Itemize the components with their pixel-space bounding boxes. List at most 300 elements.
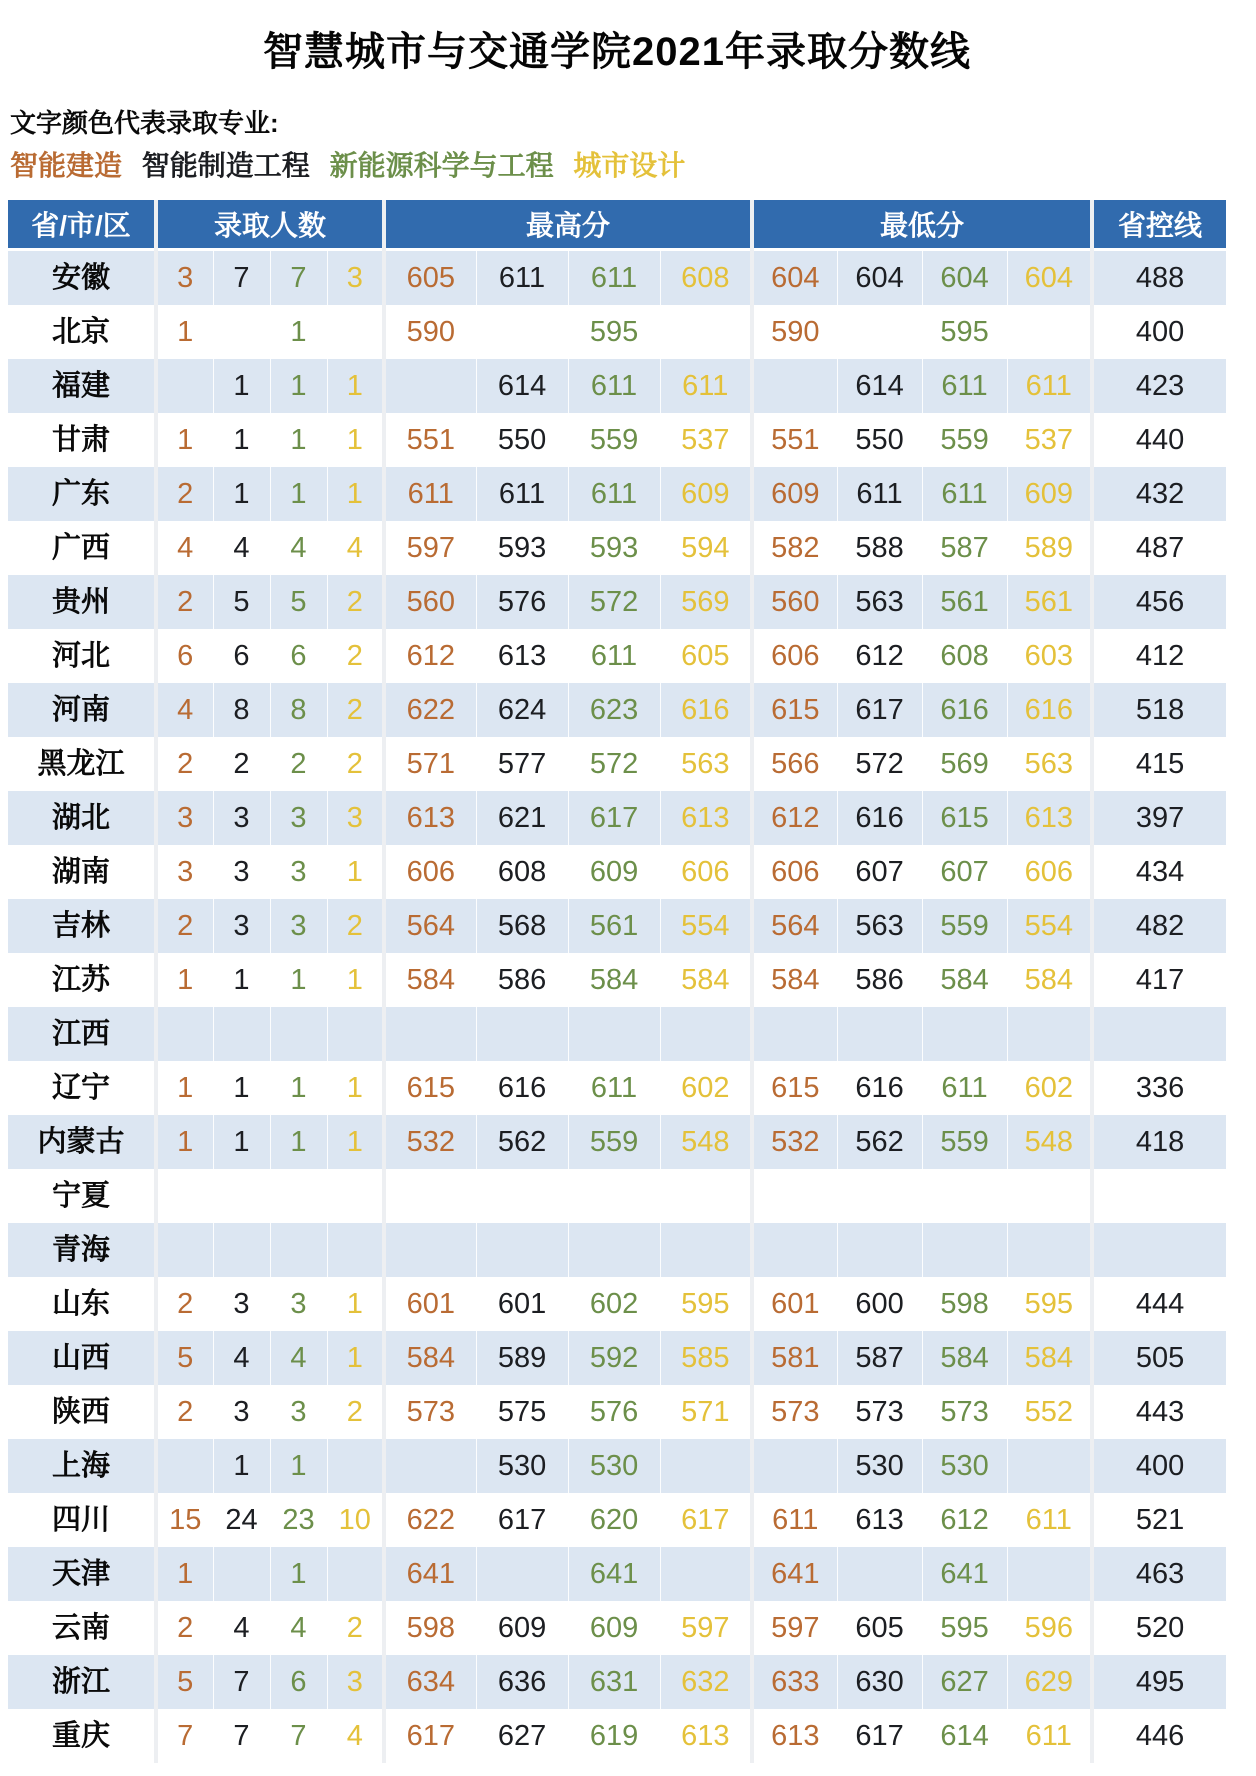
min-score-cell: 595	[1007, 1277, 1092, 1331]
province-cell: 广西	[8, 521, 156, 575]
admit-count-cell: 1	[327, 845, 384, 899]
province-cell: 宁夏	[8, 1169, 156, 1223]
max-score-cell: 561	[568, 899, 660, 953]
max-score-cell: 609	[476, 1601, 568, 1655]
table-row	[8, 1061, 1226, 1115]
admit-count-cell	[327, 1547, 384, 1601]
max-score-cell: 611	[568, 359, 660, 413]
control-line-cell: 487	[1092, 521, 1226, 575]
max-score-cell: 605	[384, 250, 476, 306]
min-score-cell: 588	[837, 521, 922, 575]
min-score-cell: 584	[1007, 953, 1092, 1007]
province-cell: 安徽	[8, 250, 156, 306]
admit-count-cell: 4	[270, 1331, 327, 1385]
max-score-cell	[384, 1223, 476, 1277]
max-score-cell: 622	[384, 1493, 476, 1547]
admit-count-cell: 10	[327, 1493, 384, 1547]
admit-count-cell: 4	[327, 521, 384, 575]
min-score-cell	[752, 1439, 837, 1493]
control-line-cell: 495	[1092, 1655, 1226, 1709]
table-row	[8, 1115, 1226, 1169]
control-line-cell: 520	[1092, 1601, 1226, 1655]
admit-count-cell: 1	[270, 305, 327, 359]
control-line-cell: 463	[1092, 1547, 1226, 1601]
min-score-cell: 530	[922, 1439, 1007, 1493]
max-score-cell: 584	[384, 953, 476, 1007]
control-line-cell: 434	[1092, 845, 1226, 899]
admit-count-cell: 2	[156, 1385, 213, 1439]
min-score-cell	[1007, 1439, 1092, 1493]
table-row	[8, 1169, 1226, 1223]
admit-count-cell	[327, 1439, 384, 1493]
province-cell: 甘肃	[8, 413, 156, 467]
min-score-cell: 612	[922, 1493, 1007, 1547]
min-score-cell	[837, 1169, 922, 1223]
min-score-cell: 609	[752, 467, 837, 521]
max-score-cell: 595	[568, 305, 660, 359]
max-score-cell: 613	[660, 791, 752, 845]
max-score-cell: 595	[660, 1277, 752, 1331]
min-score-cell: 601	[752, 1277, 837, 1331]
admit-count-cell: 1	[270, 413, 327, 467]
admit-count-cell	[327, 1169, 384, 1223]
admit-count-cell	[327, 1007, 384, 1061]
max-score-cell: 617	[568, 791, 660, 845]
admit-count-cell: 6	[156, 629, 213, 683]
legend-major-intelligent-manufacturing: 智能制造工程	[141, 150, 310, 181]
min-score-cell	[1007, 1169, 1092, 1223]
min-score-cell: 584	[752, 953, 837, 1007]
max-score-cell: 606	[384, 845, 476, 899]
admit-count-cell: 1	[327, 413, 384, 467]
min-score-cell	[1007, 1007, 1092, 1061]
admit-count-cell: 24	[213, 1493, 270, 1547]
min-score-cell: 530	[837, 1439, 922, 1493]
admit-count-cell: 1	[270, 953, 327, 1007]
control-line-cell: 521	[1092, 1493, 1226, 1547]
max-score-cell: 592	[568, 1331, 660, 1385]
max-score-cell	[660, 1223, 752, 1277]
min-score-cell: 587	[922, 521, 1007, 575]
max-score-cell	[660, 1169, 752, 1223]
admit-count-cell: 1	[270, 1061, 327, 1115]
max-score-cell: 577	[476, 737, 568, 791]
min-score-cell: 613	[752, 1709, 837, 1763]
min-score-cell: 551	[752, 413, 837, 467]
control-line-cell: 518	[1092, 683, 1226, 737]
max-score-cell: 611	[568, 250, 660, 306]
min-score-cell: 609	[1007, 467, 1092, 521]
control-line-cell: 417	[1092, 953, 1226, 1007]
min-score-cell: 641	[922, 1547, 1007, 1601]
max-score-cell: 627	[476, 1709, 568, 1763]
min-score-cell: 563	[837, 899, 922, 953]
min-score-cell	[837, 1007, 922, 1061]
max-score-cell: 608	[476, 845, 568, 899]
min-score-cell: 611	[922, 359, 1007, 413]
max-score-cell	[476, 305, 568, 359]
table-row	[8, 359, 1226, 413]
admit-count-cell: 2	[156, 737, 213, 791]
max-score-cell: 576	[568, 1385, 660, 1439]
min-score-cell: 602	[1007, 1061, 1092, 1115]
min-score-cell: 573	[837, 1385, 922, 1439]
table-row	[8, 1547, 1226, 1601]
admit-count-cell	[213, 1223, 270, 1277]
min-score-cell: 607	[837, 845, 922, 899]
table-row	[8, 629, 1226, 683]
min-score-cell: 563	[1007, 737, 1092, 791]
min-score-cell: 590	[752, 305, 837, 359]
min-score-cell: 598	[922, 1277, 1007, 1331]
min-score-cell: 554	[1007, 899, 1092, 953]
min-score-cell: 552	[1007, 1385, 1092, 1439]
admit-count-cell: 3	[156, 791, 213, 845]
admit-count-cell: 6	[270, 1655, 327, 1709]
admit-count-cell: 4	[213, 1601, 270, 1655]
min-score-cell: 587	[837, 1331, 922, 1385]
admit-count-cell: 2	[156, 1277, 213, 1331]
min-score-cell: 617	[837, 1709, 922, 1763]
province-cell: 云南	[8, 1601, 156, 1655]
admit-count-cell: 4	[156, 521, 213, 575]
admit-count-cell: 4	[156, 683, 213, 737]
min-score-cell: 560	[752, 575, 837, 629]
max-score-cell: 554	[660, 899, 752, 953]
admit-count-cell	[156, 1439, 213, 1493]
min-score-cell: 561	[1007, 575, 1092, 629]
admit-count-cell: 4	[270, 521, 327, 575]
max-score-cell: 569	[660, 575, 752, 629]
admit-count-cell: 3	[213, 791, 270, 845]
admit-count-cell: 3	[213, 899, 270, 953]
max-score-cell: 585	[660, 1331, 752, 1385]
max-score-cell: 559	[568, 1115, 660, 1169]
max-score-cell	[660, 1439, 752, 1493]
min-score-cell: 616	[922, 683, 1007, 737]
province-cell: 黑龙江	[8, 737, 156, 791]
admit-count-cell: 4	[213, 1331, 270, 1385]
admit-count-cell: 1	[156, 413, 213, 467]
admit-count-cell: 7	[270, 1709, 327, 1763]
province-cell: 湖南	[8, 845, 156, 899]
control-line-cell: 423	[1092, 359, 1226, 413]
min-score-cell	[922, 1007, 1007, 1061]
max-score-cell: 551	[384, 413, 476, 467]
table-row	[8, 1385, 1226, 1439]
max-score-cell: 575	[476, 1385, 568, 1439]
min-score-cell: 629	[1007, 1655, 1092, 1709]
admit-count-cell	[270, 1169, 327, 1223]
control-line-cell: 488	[1092, 250, 1226, 306]
min-score-cell: 559	[922, 899, 1007, 953]
control-line-cell: 505	[1092, 1331, 1226, 1385]
table-row	[8, 953, 1226, 1007]
admit-count-cell: 4	[270, 1601, 327, 1655]
min-score-cell: 589	[1007, 521, 1092, 575]
control-line-cell: 400	[1092, 1439, 1226, 1493]
min-score-cell: 584	[1007, 1331, 1092, 1385]
min-score-cell: 614	[922, 1709, 1007, 1763]
province-cell: 贵州	[8, 575, 156, 629]
control-line-cell: 412	[1092, 629, 1226, 683]
max-score-cell: 584	[384, 1331, 476, 1385]
province-cell: 重庆	[8, 1709, 156, 1763]
max-score-cell: 609	[568, 845, 660, 899]
min-score-cell	[1007, 305, 1092, 359]
table-row	[8, 250, 1226, 306]
max-score-cell	[476, 1223, 568, 1277]
max-score-cell: 613	[476, 629, 568, 683]
min-score-cell: 559	[922, 413, 1007, 467]
min-score-cell: 611	[837, 467, 922, 521]
min-score-cell: 604	[752, 250, 837, 306]
admit-count-cell: 7	[213, 1709, 270, 1763]
control-line-cell: 440	[1092, 413, 1226, 467]
admit-count-cell	[156, 359, 213, 413]
min-score-cell: 616	[1007, 683, 1092, 737]
min-score-cell: 611	[922, 467, 1007, 521]
min-score-cell: 604	[922, 250, 1007, 306]
legend-majors	[10, 144, 1256, 184]
min-score-cell: 573	[922, 1385, 1007, 1439]
max-score-cell: 623	[568, 683, 660, 737]
admit-count-cell: 2	[327, 575, 384, 629]
max-score-cell	[660, 305, 752, 359]
max-score-cell: 584	[568, 953, 660, 1007]
max-score-cell	[476, 1007, 568, 1061]
max-score-cell	[660, 1007, 752, 1061]
max-score-cell	[384, 359, 476, 413]
admit-count-cell: 1	[327, 1277, 384, 1331]
table-row	[8, 737, 1226, 791]
max-score-cell: 537	[660, 413, 752, 467]
admit-count-cell: 3	[156, 845, 213, 899]
max-score-cell: 632	[660, 1655, 752, 1709]
admit-count-cell: 1	[213, 413, 270, 467]
max-score-cell: 622	[384, 683, 476, 737]
control-line-cell: 432	[1092, 467, 1226, 521]
admit-count-cell: 3	[270, 899, 327, 953]
max-score-cell: 590	[384, 305, 476, 359]
admit-count-cell: 7	[213, 1655, 270, 1709]
max-score-cell: 636	[476, 1655, 568, 1709]
max-score-cell: 532	[384, 1115, 476, 1169]
admit-count-cell	[156, 1223, 213, 1277]
max-score-cell: 560	[384, 575, 476, 629]
max-score-cell: 621	[476, 791, 568, 845]
min-score-cell	[922, 1223, 1007, 1277]
min-score-cell: 537	[1007, 413, 1092, 467]
max-score-cell: 613	[384, 791, 476, 845]
max-score-cell: 612	[384, 629, 476, 683]
min-score-cell: 616	[837, 1061, 922, 1115]
admit-count-cell: 1	[156, 1115, 213, 1169]
max-score-cell: 576	[476, 575, 568, 629]
max-score-cell: 617	[384, 1709, 476, 1763]
admit-count-cell: 1	[156, 305, 213, 359]
admit-count-cell: 2	[156, 899, 213, 953]
min-score-cell: 613	[837, 1493, 922, 1547]
admit-count-cell: 1	[156, 1547, 213, 1601]
table-row	[8, 1439, 1226, 1493]
min-score-cell: 595	[922, 305, 1007, 359]
min-score-cell: 612	[837, 629, 922, 683]
max-score-cell: 586	[476, 953, 568, 1007]
min-score-cell: 573	[752, 1385, 837, 1439]
control-line-cell: 415	[1092, 737, 1226, 791]
min-score-cell: 615	[752, 1061, 837, 1115]
table-row	[8, 1493, 1226, 1547]
legend-major-new-energy-science: 新能源科学与工程	[329, 150, 554, 181]
min-score-cell: 595	[922, 1601, 1007, 1655]
admit-count-cell: 2	[156, 575, 213, 629]
admit-count-cell: 2	[270, 737, 327, 791]
min-score-cell: 586	[837, 953, 922, 1007]
max-score-cell: 530	[568, 1439, 660, 1493]
legend-note: 文字颜色代表录取专业:	[10, 108, 279, 138]
min-score-cell: 617	[837, 683, 922, 737]
admit-count-cell: 2	[327, 737, 384, 791]
min-score-cell: 597	[752, 1601, 837, 1655]
max-score-cell	[568, 1169, 660, 1223]
admit-count-cell	[327, 305, 384, 359]
admit-count-cell: 2	[327, 683, 384, 737]
min-score-cell: 605	[837, 1601, 922, 1655]
admit-count-cell: 1	[156, 1061, 213, 1115]
max-score-cell: 620	[568, 1493, 660, 1547]
min-score-cell: 615	[752, 683, 837, 737]
control-line-cell: 446	[1092, 1709, 1226, 1763]
province-cell: 内蒙古	[8, 1115, 156, 1169]
control-line-cell: 456	[1092, 575, 1226, 629]
control-line-cell	[1092, 1007, 1226, 1061]
table-row	[8, 1655, 1226, 1709]
min-score-cell	[837, 1223, 922, 1277]
min-score-cell: 604	[1007, 250, 1092, 306]
admit-count-cell: 7	[270, 250, 327, 306]
control-line-cell: 400	[1092, 305, 1226, 359]
province-cell: 江西	[8, 1007, 156, 1061]
admit-count-cell	[213, 305, 270, 359]
max-score-cell: 616	[660, 683, 752, 737]
min-score-cell: 584	[922, 953, 1007, 1007]
admit-count-cell: 3	[327, 1655, 384, 1709]
max-score-cell: 617	[660, 1493, 752, 1547]
min-score-cell	[752, 1223, 837, 1277]
col-header-province-control-line: 省控线	[1092, 200, 1226, 250]
min-score-cell: 564	[752, 899, 837, 953]
province-cell: 四川	[8, 1493, 156, 1547]
max-score-cell: 550	[476, 413, 568, 467]
admit-count-cell: 3	[156, 250, 213, 306]
min-score-cell: 572	[837, 737, 922, 791]
max-score-cell: 611	[660, 359, 752, 413]
col-header-province: 省/市/区	[8, 200, 156, 250]
admit-count-cell: 15	[156, 1493, 213, 1547]
min-score-cell: 611	[1007, 1493, 1092, 1547]
max-score-cell: 559	[568, 413, 660, 467]
admit-count-cell: 6	[270, 629, 327, 683]
admit-count-cell: 2	[213, 737, 270, 791]
control-line-cell: 336	[1092, 1061, 1226, 1115]
min-score-cell: 606	[752, 629, 837, 683]
table-row	[8, 1277, 1226, 1331]
admit-count-cell: 1	[213, 1439, 270, 1493]
admit-count-cell	[270, 1007, 327, 1061]
max-score-cell: 631	[568, 1655, 660, 1709]
table-row	[8, 521, 1226, 575]
min-score-cell: 603	[1007, 629, 1092, 683]
admit-count-cell: 3	[270, 1277, 327, 1331]
admit-count-cell: 3	[213, 1277, 270, 1331]
max-score-cell: 594	[660, 521, 752, 575]
max-score-cell: 572	[568, 575, 660, 629]
province-cell: 浙江	[8, 1655, 156, 1709]
admit-count-cell: 8	[270, 683, 327, 737]
min-score-cell	[922, 1169, 1007, 1223]
max-score-cell: 597	[384, 521, 476, 575]
max-score-cell: 597	[660, 1601, 752, 1655]
max-score-cell: 641	[568, 1547, 660, 1601]
max-score-cell: 573	[384, 1385, 476, 1439]
admit-count-cell: 7	[156, 1709, 213, 1763]
min-score-cell: 563	[837, 575, 922, 629]
admit-count-cell: 1	[270, 1115, 327, 1169]
admit-count-cell: 8	[213, 683, 270, 737]
admit-count-cell	[156, 1169, 213, 1223]
max-score-cell: 589	[476, 1331, 568, 1385]
control-line-cell: 482	[1092, 899, 1226, 953]
max-score-cell: 609	[660, 467, 752, 521]
max-score-cell: 609	[568, 1601, 660, 1655]
min-score-cell: 604	[837, 250, 922, 306]
admit-count-cell: 1	[213, 953, 270, 1007]
min-score-cell: 550	[837, 413, 922, 467]
max-score-cell: 619	[568, 1709, 660, 1763]
max-score-cell	[384, 1439, 476, 1493]
table-row	[8, 683, 1226, 737]
min-score-cell	[752, 1169, 837, 1223]
admit-count-cell: 3	[327, 791, 384, 845]
admit-count-cell: 1	[156, 953, 213, 1007]
admit-count-cell: 3	[270, 1385, 327, 1439]
max-score-cell: 608	[660, 250, 752, 306]
table-row	[8, 575, 1226, 629]
admit-count-cell: 7	[213, 250, 270, 306]
min-score-cell: 606	[752, 845, 837, 899]
admit-count-cell: 4	[327, 1709, 384, 1763]
max-score-cell: 615	[384, 1061, 476, 1115]
max-score-cell: 601	[476, 1277, 568, 1331]
max-score-cell	[660, 1547, 752, 1601]
max-score-cell: 624	[476, 683, 568, 737]
admit-count-cell: 5	[156, 1331, 213, 1385]
max-score-cell: 605	[660, 629, 752, 683]
max-score-cell: 617	[476, 1493, 568, 1547]
min-score-cell: 561	[922, 575, 1007, 629]
col-header-admit-count: 录取人数	[156, 200, 384, 250]
min-score-cell: 611	[1007, 1709, 1092, 1763]
admit-count-cell: 2	[327, 1385, 384, 1439]
min-score-cell: 607	[922, 845, 1007, 899]
admit-count-cell: 1	[270, 467, 327, 521]
admit-count-cell: 1	[213, 1115, 270, 1169]
province-cell: 青海	[8, 1223, 156, 1277]
table-row	[8, 845, 1226, 899]
max-score-cell: 613	[660, 1709, 752, 1763]
min-score-cell: 596	[1007, 1601, 1092, 1655]
